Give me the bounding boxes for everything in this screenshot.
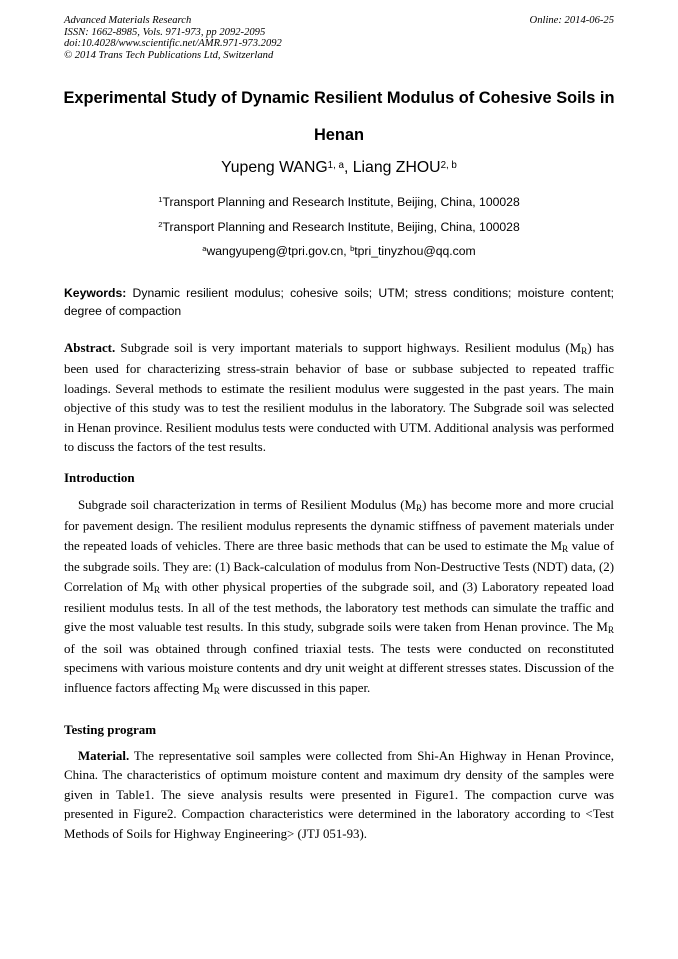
affiliation-superscript: 2 — [158, 220, 163, 229]
email-superscript: a — [202, 244, 207, 253]
section-heading-testing-program: Testing program — [64, 722, 157, 737]
introduction-paragraph — [64, 496, 614, 700]
affiliation-2 — [40, 219, 638, 235]
material-label: Material. — [78, 749, 130, 763]
body-text: were discussed in this paper. — [219, 680, 371, 695]
keywords-text: Dynamic resilient modulus; cohesive soils; UTM; stress conditions; moisture content; degree of compaction — [64, 286, 614, 319]
subscript: R — [607, 626, 614, 637]
abstract-label: Abstract. — [64, 341, 116, 355]
author-name: Liang ZHOU — [352, 159, 441, 176]
email-superscript: b — [350, 244, 355, 253]
material-paragraph — [64, 747, 614, 844]
author-superscript: 2, b — [440, 160, 457, 171]
email-link[interactable]: wangyupeng@tpri.gov.cn — [206, 244, 344, 258]
body-text: Subgrade soil characterization in terms of Resilient Modulus (M — [78, 498, 416, 512]
journal-header — [64, 15, 282, 61]
affiliation-text: Transport Planning and Research Institute, Beijing, China, 100028 — [162, 195, 520, 209]
paper-title: Experimental Study of Dynamic Resilient Modulus of Cohesive Soils in Henan — [63, 89, 615, 144]
affiliation-superscript: 1 — [158, 195, 163, 204]
author-superscript: 1, a — [327, 160, 344, 171]
online-date: Online: 2014-06-25 — [529, 15, 614, 26]
keywords-label: Keywords: — [64, 286, 127, 300]
body-text: of the soil was obtained through confined triaxial tests. The tests were conducted on reconstituted specimens with various moisture contents and dry unit weight at different stresses states. Discussion of the influence factors affecting M — [64, 641, 614, 695]
doi-line: doi:10.4028/www.scientific.net/AMR.971-973.2092 — [64, 38, 282, 50]
body-text: The representative soil samples were collected from Shi-An Highway in Henan Province, China. The characteristics of optimum moisture content and maximum dry density of the samples were given in Table1. The sieve analysis results were presented in Figure1. The compaction curve was presented in Figure2. Compaction characteristics were determined in the laboratory according to <Test Methods of Soils for Highway Engineering> (JTJ 051-93). — [64, 749, 614, 841]
subscript: R — [153, 585, 161, 596]
author-list: Yupeng WANG$^{1, a}$, Liang ZHOU$^{2, b}$ — [221, 159, 457, 176]
keywords-section — [64, 284, 614, 320]
author-name: Yupeng WANG — [221, 159, 328, 176]
body-text: value of the subgrade soils. They are: (1) Back-calculation of modulus from Non-Destructive Tests (NDT) data, (2) Correlation of M — [64, 538, 614, 594]
email-link[interactable]: tpri_tinyzhou@qq.com — [354, 244, 476, 258]
body-text: with other physical properties of the subgrade soil, and (3) Laboratory repeated load resilient modulus tests. In all of the test methods, the laboratory test methods can simulate the traffic and give the most valuable test results. In this study, subgrade soils were taken from Henan province. The M — [64, 579, 614, 635]
abstract-section — [64, 339, 614, 457]
journal-name: Advanced Materials Research — [64, 15, 192, 26]
affiliation-text: Transport Planning and Research Institute, Beijing, China, 100028 — [162, 220, 520, 234]
section-heading-introduction: Introduction — [64, 470, 135, 485]
email-line: $^a$wangyupeng@tpri.gov.cn, $^b$tpri_tinyzhou@qq.com — [202, 244, 476, 258]
abstract-text: Subgrade soil is very important materials to support highways. Resilient modulus (M — [120, 341, 582, 355]
issn-line: ISSN: 1662-8985, Vols. 971-973, pp 2092-2095 — [64, 26, 266, 38]
affiliation-1 — [40, 194, 638, 210]
copyright-line: © 2014 Trans Tech Publications Ltd, Switzerland — [64, 49, 274, 61]
subscript: R — [581, 347, 588, 357]
abstract-text: ) has been used for characterizing stress-strain behavior of base or subbase subjected to repeated traffic loadings. Several methods to estimate the resilient modulus were suggested in the past years. The main objective of this study was to test the resilient modulus in the laboratory. The Subgrade soil was selected in Henan province. Resilient modulus tests were conducted with UTM. Additional analysis was performed to discuss the factors of the test results. — [64, 341, 614, 455]
subscript: R — [213, 686, 220, 697]
body-text: ) has become more and more crucial for pavement design. The resilient modulus represents the dynamic stiffness of pavement materials under the repeated loads of vehicles. There are three basic methods that can be used to estimate the M — [64, 498, 615, 553]
subscript: R — [562, 544, 569, 555]
subscript: R — [415, 504, 423, 514]
